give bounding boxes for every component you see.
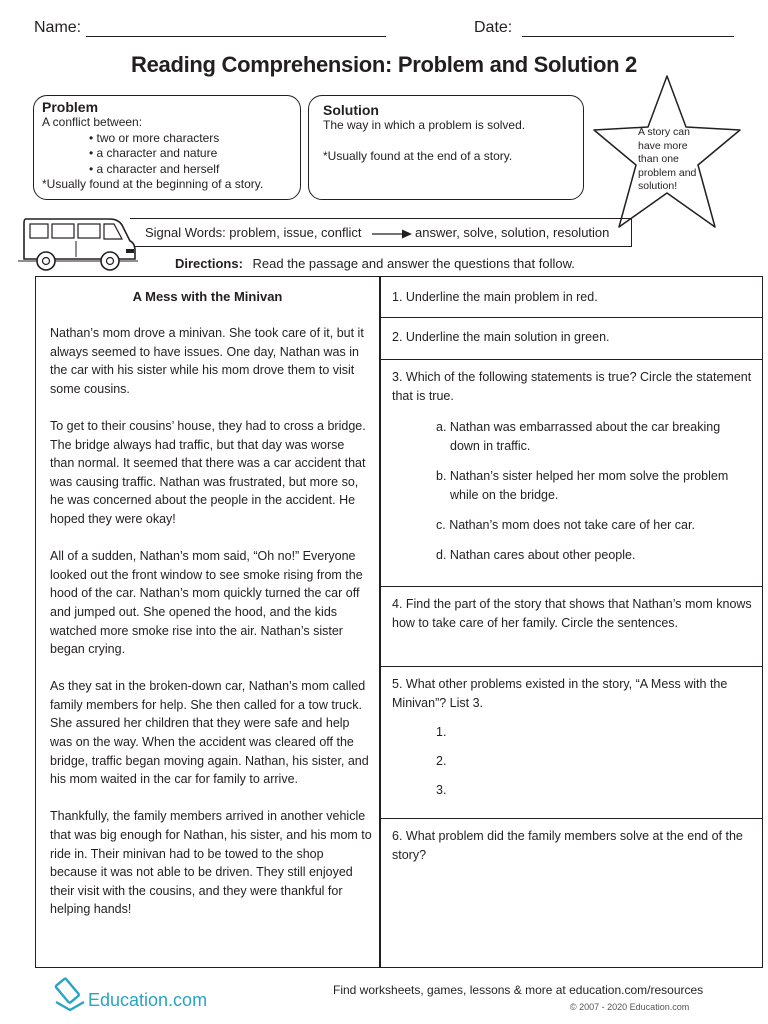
passage-paragraph: Nathan’s mom drove a minivan. She took care of it, but it always seemed to have issues. One day, Nathan was in the car with his sister while his mom drove them to visit some cousins.: [50, 326, 364, 396]
signal-words-right: answer, solve, solution, resolution: [415, 225, 610, 240]
directions-label: Directions:: [175, 256, 243, 271]
question-4-cell: [380, 586, 763, 666]
page-title: Reading Comprehension: Problem and Solution 2: [131, 52, 637, 77]
passage-body: [50, 324, 372, 938]
question-5-cell: [380, 666, 763, 818]
question-3-options: [390, 418, 736, 565]
solution-box: [308, 95, 584, 200]
solution-definition: The way in which a problem is solved.: [323, 118, 526, 132]
option-d[interactable]: d. Nathan cares about other people.: [436, 548, 636, 562]
star-line: than one: [638, 153, 679, 165]
answer-line[interactable]: 1.: [436, 725, 447, 739]
question-6: 6. What problem did the family members solve at the end of the story?: [392, 829, 743, 862]
date-field-line[interactable]: [522, 36, 734, 37]
star-text: [620, 126, 733, 194]
passage-paragraph: All of a sudden, Nathan’s mom said, “Oh no!” Everyone looked out the front window to see smoke rising from the hood of the car. Nathan’s mom quickly turned the car off and jumped out. She opened the hood, and the kids watched more smoke rise into the air. Nathan’s sister began crying.: [50, 549, 363, 657]
option-c[interactable]: c. Nathan’s mom does not take care of her car.: [436, 518, 695, 532]
problem-item: • two or more characters: [89, 130, 220, 145]
problem-note: *Usually found at the beginning of a story.: [42, 177, 264, 191]
passage-paragraph: To get to their cousins’ house, they had to cross a bridge. The bridge always had traffic, but that day was worse than normal. It seemed that there was a car accident that was causing traffic. Nathan was frustrated, but more so, he was concerned about the people in the accident. He hoped they were okay!: [50, 418, 366, 526]
education-logo-icon: [52, 976, 88, 1012]
copyright: © 2007 - 2020 Education.com: [570, 1002, 690, 1012]
arrow-right-icon: [372, 228, 412, 240]
problem-item: • a character and herself: [89, 161, 220, 176]
minivan-icon: [18, 213, 138, 275]
signal-words-left: Signal Words: problem, issue, conflict: [145, 225, 362, 240]
passage-paragraph: As they sat in the broken-down car, Nathan’s mom called family members for help. She then called for a tow truck. She assured her children that they were safe and help was on the way. When the accident was cleared off the bridge, traffic began moving again. Nathan, his sister, and his mom waited in the car for family to arrive.: [50, 679, 369, 787]
star-line: solution!: [638, 180, 678, 192]
answer-line[interactable]: 3.: [436, 783, 447, 797]
question-6-cell: [380, 818, 763, 968]
star-line: have more: [638, 139, 688, 152]
footer-tagline[interactable]: Find worksheets, games, lessons & more at education.com/resources: [333, 983, 704, 997]
problem-heading: Problem: [42, 99, 99, 115]
question-3: 3. Which of the following statements is true? Circle the statement that is true.: [392, 370, 752, 403]
problem-box: [33, 95, 301, 200]
solution-note: *Usually found at the end of a story.: [323, 148, 513, 163]
directions-text: Read the passage and answer the questions that follow.: [252, 256, 575, 271]
option-a[interactable]: a. Nathan was embarrassed about the car breaking down in traffic.: [436, 420, 721, 453]
problem-intro: A conflict between:: [42, 115, 143, 129]
name-field-line[interactable]: [86, 36, 386, 37]
directions: [175, 256, 575, 271]
passage-title: A Mess with the Minivan: [132, 289, 283, 304]
star-line: A story can: [638, 126, 690, 138]
passage-paragraph: Thankfully, the family members arrived in another vehicle that was big enough for Nathan, his sister, and his mom to ride in. Their minivan had to be towed to the shop because it was not able to be driven. They still enjoyed their visit with the cousins, and they were thankful for helping hands!: [50, 809, 372, 917]
solution-heading: Solution: [323, 102, 379, 118]
star-line: problem and: [638, 166, 697, 179]
date-label: Date:: [474, 19, 513, 36]
problem-list: [42, 131, 292, 178]
question-1: 1. Underline the main problem in red.: [392, 290, 598, 304]
problem-item: • a character and nature: [89, 146, 218, 160]
name-label: Name:: [34, 19, 82, 36]
option-b[interactable]: b. Nathan’s sister helped her mom solve the problem while on the bridge.: [436, 469, 729, 502]
question-4: 4. Find the part of the story that shows that Nathan’s mom knows how to take care of her family. Circle the sentences.: [392, 597, 752, 630]
brand-name[interactable]: Education.com: [88, 990, 208, 1010]
question-5: 5. What other problems existed in the story, “A Mess with the Minivan”? List 3.: [392, 677, 728, 710]
question-2-cell: [380, 317, 763, 359]
answer-line[interactable]: 2.: [436, 754, 447, 768]
question-5-list: [390, 723, 753, 810]
question-2: 2. Underline the main solution in green.: [392, 330, 610, 344]
question-3-cell: [380, 359, 763, 586]
